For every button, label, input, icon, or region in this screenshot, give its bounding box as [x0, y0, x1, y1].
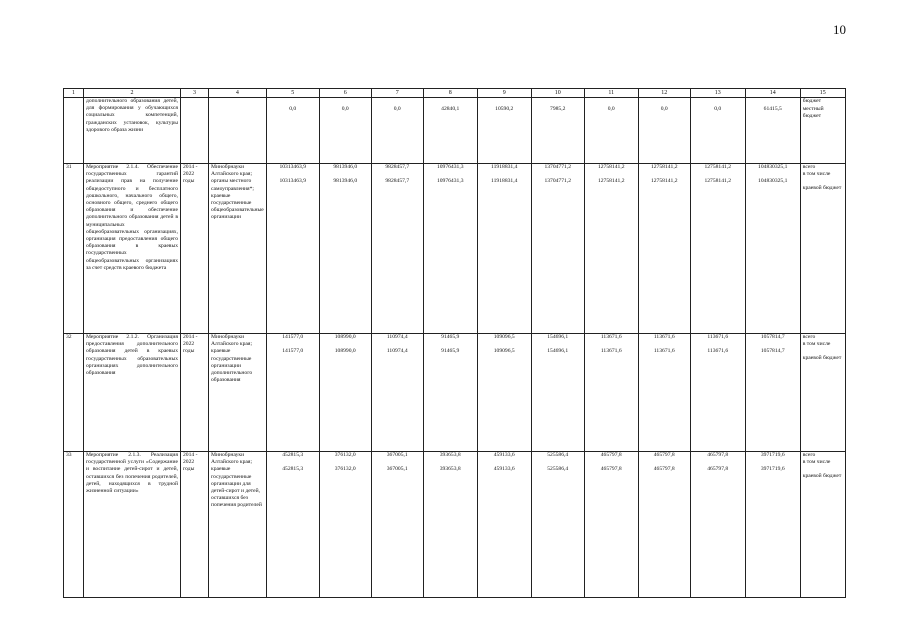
value-cell: 141577,0 141577,0 [266, 334, 319, 452]
value-cell: 0,0 [638, 98, 690, 164]
source-label: в том числе [802, 171, 831, 178]
source-label: всего [802, 452, 816, 458]
value-cell: 7985,2 [531, 98, 584, 164]
source-label: всего [802, 164, 816, 170]
source-cell [800, 452, 845, 598]
value-cell: 1057814,7 1057814,7 [745, 334, 800, 452]
measure-name: Мероприятие 2.1.2. Организация предоставления дополнительного образования детей в краевых государственных образовательных организациях дополнительного образования [84, 334, 181, 452]
col-header: 4 [209, 89, 267, 98]
value-cell: 465797,8 465797,8 [690, 452, 745, 598]
source-cell [800, 98, 845, 164]
years: 2014 - 2022 годы [181, 164, 209, 334]
value-cell: 459133,6 459133,6 [477, 452, 531, 598]
col-header: 2 [84, 89, 181, 98]
value-cell: 91465,9 91465,9 [423, 334, 477, 452]
measure-name: дополнительного образования детей, для формирования у обучающихся социальных компетенций, гражданских установок, культуры здорового образа жизни [84, 98, 181, 164]
col-header: 12 [638, 89, 690, 98]
value-cell: 12758141,2 12758141,2 [584, 164, 638, 334]
value-cell: 452815,3 452815,3 [266, 452, 319, 598]
executor: Минобрнауки Алтайского края; краевые государственные организации дополнительного образования [209, 334, 267, 452]
col-header: 14 [745, 89, 800, 98]
source-label: в том числе [802, 459, 831, 466]
source-label: краевой бюджет [802, 185, 842, 192]
value-cell: 10976431,3 10976431,3 [423, 164, 477, 334]
value-cell: 0,0 [266, 98, 319, 164]
value-cell: 113671,6 113671,6 [584, 334, 638, 452]
value-cell: 0,0 [371, 98, 423, 164]
value-cell: 109096,5 109096,5 [477, 334, 531, 452]
value-cell: 367005,1 367005,1 [371, 452, 423, 598]
value-cell: 113671,6 113671,6 [638, 334, 690, 452]
value-cell: 465797,8 465797,8 [638, 452, 690, 598]
value-cell: 0,0 [584, 98, 638, 164]
source-label: краевой бюджет [802, 473, 842, 480]
value-cell: 0,0 [690, 98, 745, 164]
measure-name: Мероприятие 2.1.4. Обеспечение государственных гарантий реализации прав на получение общедоступного и бесплатного дошкольного, начального общего, основного общего, среднего общего образования и обеспечение дополнительного образования детей в муниципальных общеобразовательных организациях, организация предоставления общего образования в краевых государственных общеобразовательных организациях за счет средств краевого бюджета [84, 164, 181, 334]
value-cell: 9813946,0 9813946,0 [319, 164, 371, 334]
value-cell: 113671,6 113671,6 [690, 334, 745, 452]
col-header: 8 [423, 89, 477, 98]
value-cell: 525586,4 525586,4 [531, 452, 584, 598]
col-header: 3 [181, 89, 209, 98]
value-cell: 465797,8 465797,8 [584, 452, 638, 598]
source-label: в том числе [802, 341, 831, 348]
col-header: 10 [531, 89, 584, 98]
page-number: 10 [833, 22, 846, 37]
table-row [64, 452, 846, 598]
source-cell [800, 334, 845, 452]
value-cell: 9828457,7 9828457,7 [371, 164, 423, 334]
years: 2014 - 2022 годы [181, 334, 209, 452]
col-header: 15 [800, 89, 845, 98]
col-header: 6 [319, 89, 371, 98]
source-label: бюджет [802, 98, 822, 104]
value-cell: 11918831,4 11918831,4 [477, 164, 531, 334]
col-header: 1 [64, 89, 84, 98]
value-cell: 61415,5 [745, 98, 800, 164]
value-cell: 13704771,2 13704771,2 [531, 164, 584, 334]
years [181, 98, 209, 164]
table-row [64, 164, 846, 334]
value-cell: 12758141,2 12758141,2 [638, 164, 690, 334]
column-number-row [64, 89, 846, 98]
row-number: 33 [64, 452, 84, 598]
value-cell: 108990,0 108990,0 [319, 334, 371, 452]
budget-table [63, 88, 846, 598]
source-cell [800, 164, 845, 334]
value-cell: 12758141,2 12758141,2 [690, 164, 745, 334]
value-cell: 10590,2 [477, 98, 531, 164]
executor: Минобрнауки Алтайского края; краевые государственные организации для детей-сирот и детей, оставшихся без попечения родителей [209, 452, 267, 598]
source-label: краевой бюджет [802, 355, 842, 362]
value-cell: 0,0 [319, 98, 371, 164]
row-number [64, 98, 84, 164]
years: 2014 - 2022 годы [181, 452, 209, 598]
measure-name: Мероприятие 2.1.3. Реализация государственной услуги «Содержание и воспитание детей-сирот и детей, оставшихся без попечения родителей, детей, находящихся в трудной жизненной ситуации» [84, 452, 181, 598]
table-row [64, 98, 846, 164]
row-number: 31 [64, 164, 84, 334]
value-cell: 104830325,1 104830325,1 [745, 164, 800, 334]
executor: Минобрнауки Алтайского края; органы местного самоуправления*; краевые государственные общеобразовательные организации [209, 164, 267, 334]
col-header: 5 [266, 89, 319, 98]
col-header: 9 [477, 89, 531, 98]
value-cell: 110974,4 110974,4 [371, 334, 423, 452]
col-header: 13 [690, 89, 745, 98]
source-label: всего [802, 334, 816, 340]
value-cell: 3971719,6 3971719,6 [745, 452, 800, 598]
value-cell: 376132,0 376132,0 [319, 452, 371, 598]
row-number: 32 [64, 334, 84, 452]
value-cell: 154696,1 154696,1 [531, 334, 584, 452]
value-cell: 393653,8 393653,8 [423, 452, 477, 598]
table-row [64, 334, 846, 452]
col-header: 11 [584, 89, 638, 98]
value-cell: 10313463,9 10313463,9 [266, 164, 319, 334]
value-cell: 42840,1 [423, 98, 477, 164]
source-label: местный бюджет [802, 106, 824, 120]
col-header: 7 [371, 89, 423, 98]
executor [209, 98, 267, 164]
